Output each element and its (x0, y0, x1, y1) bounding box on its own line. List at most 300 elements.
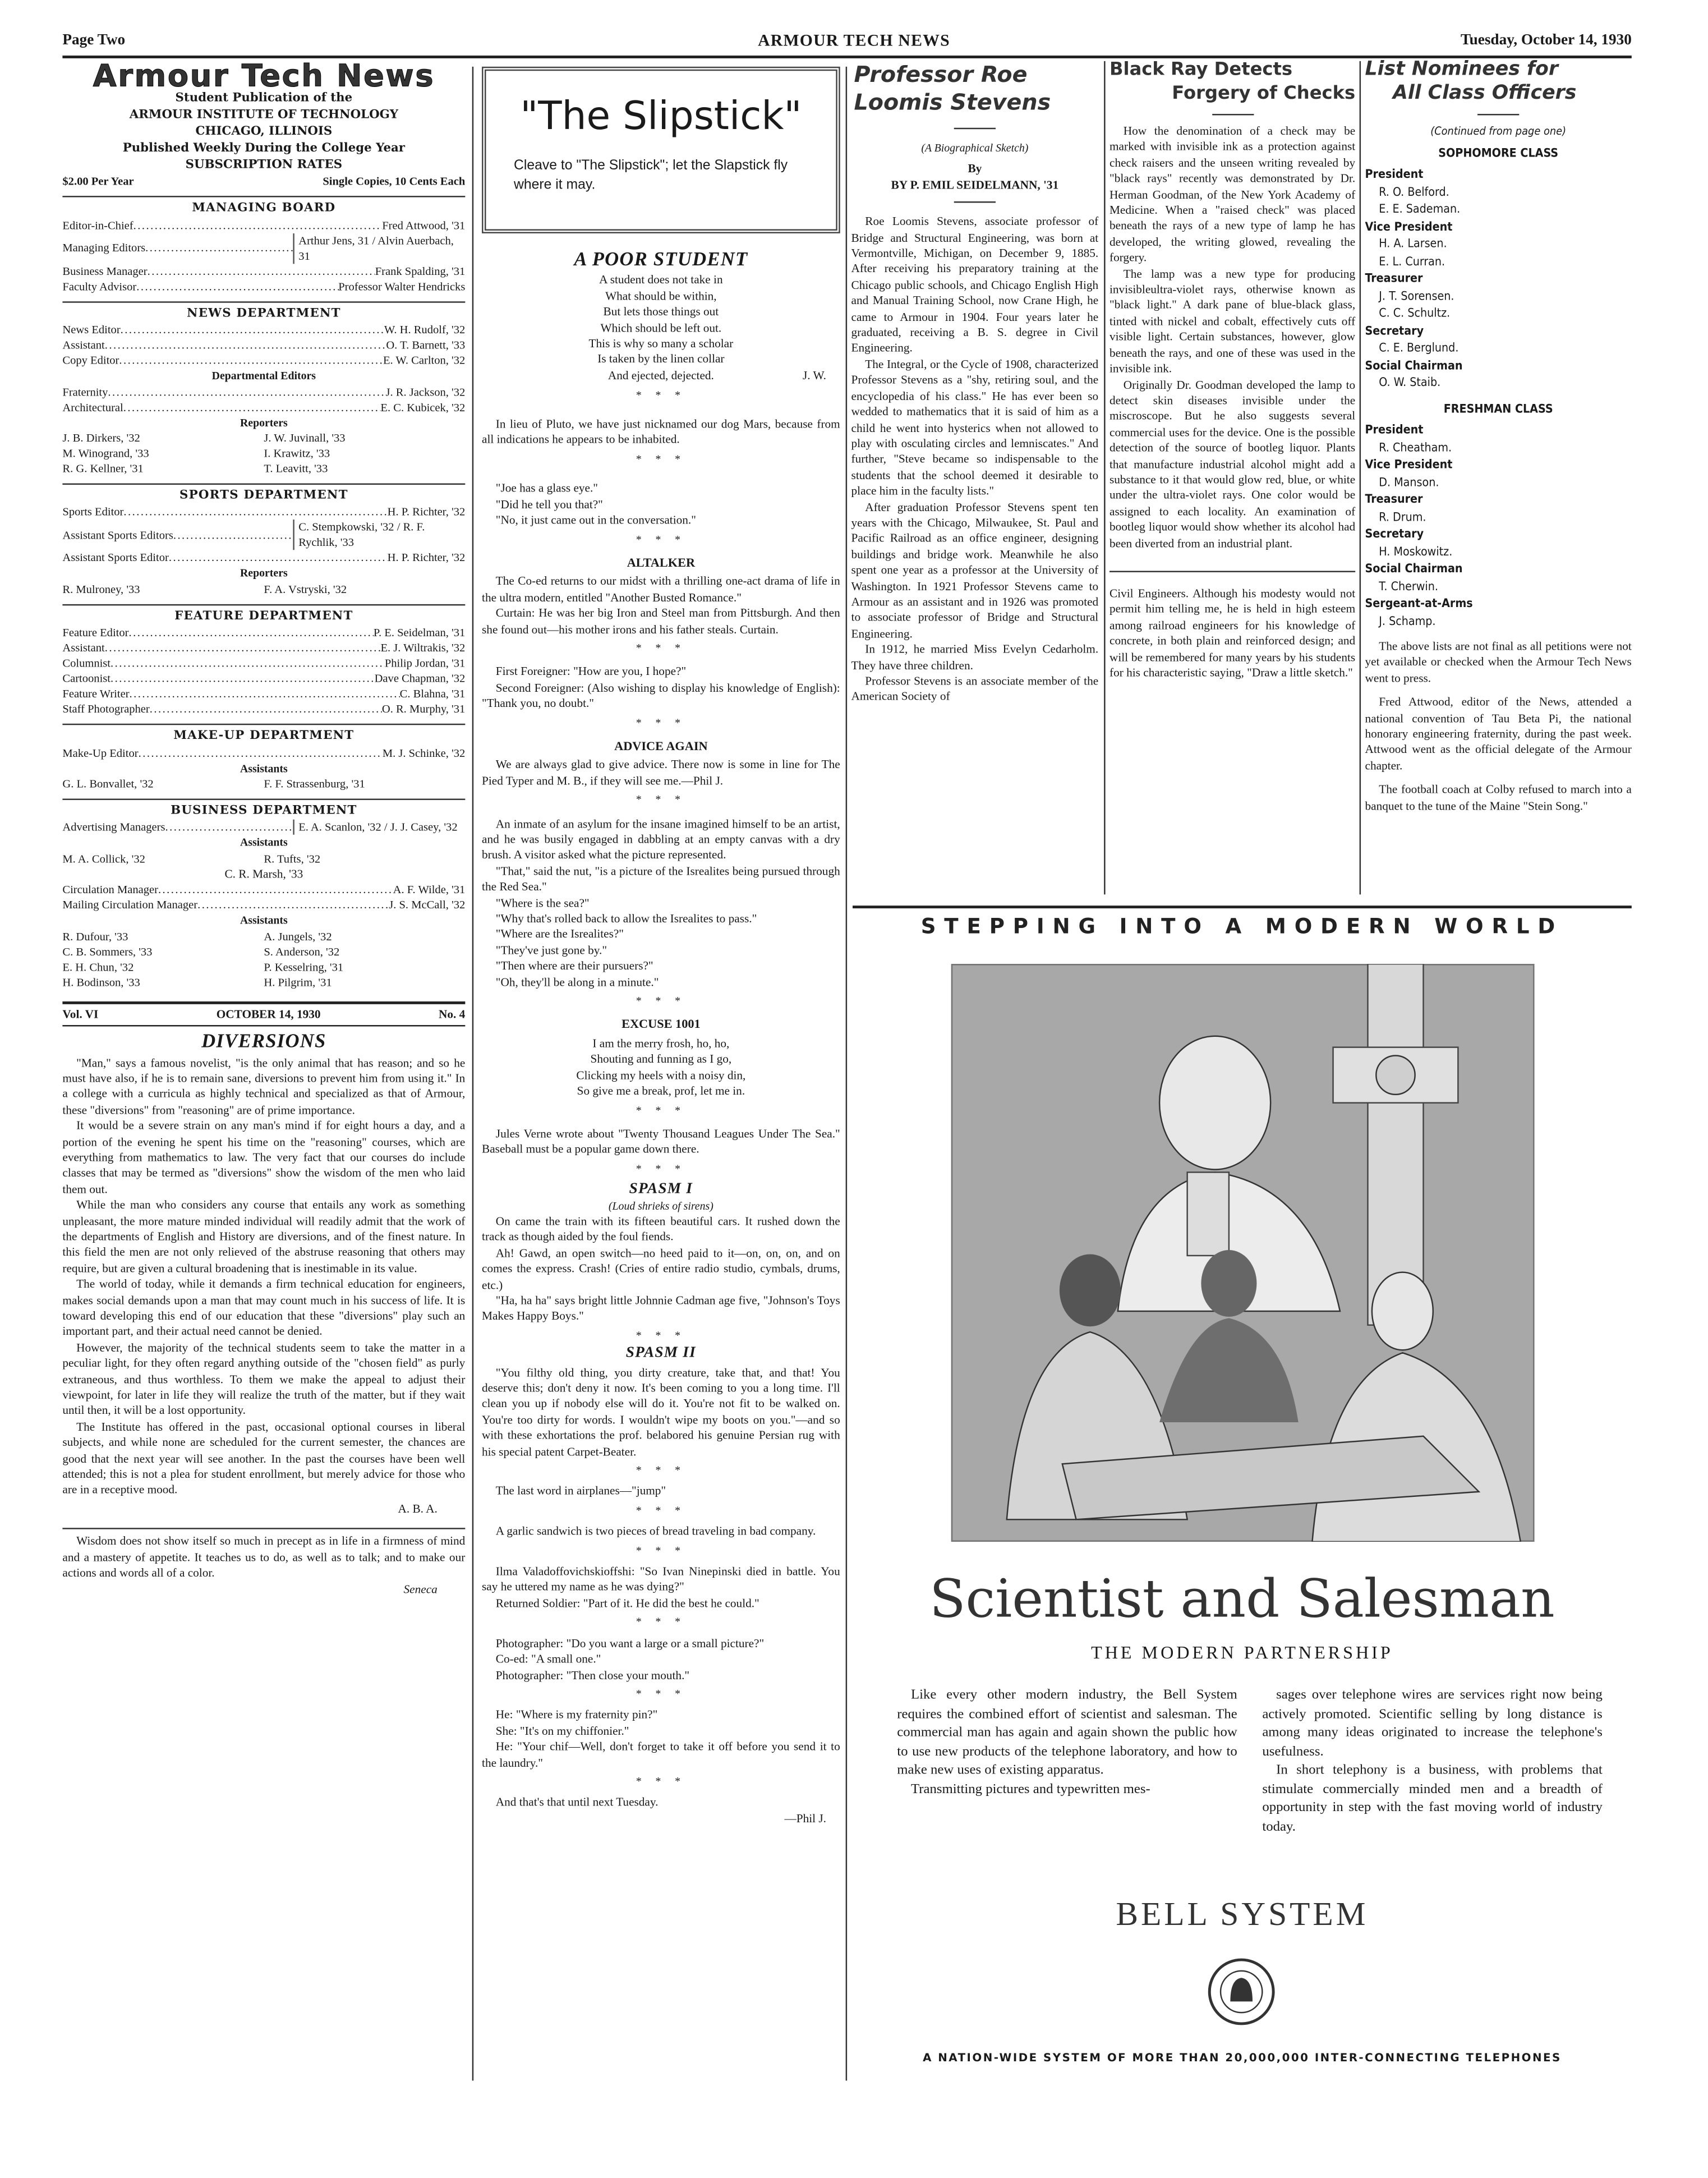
leader-dots (165, 820, 293, 835)
leader-dots (123, 505, 387, 520)
section-title: ADVICE AGAIN (614, 738, 708, 753)
poem-line: And ejected, dejected. (607, 367, 714, 382)
paragraph: He: "Where is my fraternity pin?" (495, 1707, 658, 1722)
staff-row (62, 505, 465, 520)
staff-name: M. Winogrand, '33 (62, 447, 149, 460)
issue-number: No. 4 (439, 1007, 466, 1021)
staff-name: R. Mulroney, '33 (62, 583, 140, 596)
paragraph: The Co-ed returns to our midst with a thrilling one-act drama of life in the ultra modern, entitled "Another Busted Romance." (482, 574, 840, 604)
leader-dots (111, 671, 375, 686)
staff-role: Advertising Managers (62, 821, 165, 834)
staff-role: Architectural (62, 401, 123, 413)
staff-name: C. Blahna, '31 (399, 688, 466, 701)
joke (482, 1635, 840, 1683)
paragraph: "Why that's rolled back to allow the Isrealites to pass." (495, 911, 757, 925)
staff-name: I. Krawitz, '33 (264, 447, 330, 460)
quote: Wisdom does not show itself so much in precept as in life in a firmness of mind and a mastery of appetite. It teaches us to do, as well as to talk; and to make our actions and words all of a color. (62, 1533, 466, 1579)
leader-dots (133, 218, 383, 233)
staff-name: E. C. Kubicek, '32 (380, 401, 466, 413)
separator: * * * (636, 1329, 686, 1341)
ad-paragraph: sages over telephone wires are services right now being actively promoted. Scientific selling by long distance is among many ideas originated to increase the telephone's usefulness. (1262, 1687, 1603, 1759)
staff-name: E. J. Wiltrakis, '32 (380, 642, 466, 655)
staff-role: Assistant (62, 642, 105, 655)
staff-name: T. Leavitt, '33 (264, 462, 328, 475)
office-label: President (1365, 168, 1424, 182)
sophomore-list (1365, 167, 1632, 392)
staff-row (62, 656, 465, 671)
title-line: Forgery of Checks (1172, 83, 1356, 104)
paragraph: After graduation Professor Stevens spent ten years with the Chicago, Milwaukee, St. Paul and Pacific Railroad as an office engineer, designing buildings and bridge work. Meanwhile he also spent one year as a professor at the University of Washington. In 1921 Professor Stevens came to Armour as an assistant and in 1926 was promoted to associate professor of Bridge and Structural Engineering. (851, 499, 1099, 640)
nominee-name: T. Cherwin. (1379, 580, 1438, 594)
joke (482, 1707, 840, 1771)
staff-subheading: Assistants (240, 914, 288, 927)
poem-line: Shouting and funning as I go, (590, 1051, 732, 1066)
poem (482, 273, 840, 384)
staff-names: C. Stempkowski, '32 / R. F. Rychlik, '33 (293, 520, 465, 550)
staff-pair (62, 431, 465, 446)
separator: * * * (636, 532, 686, 545)
ad-brand: BELL SYSTEM (1116, 1897, 1369, 1934)
staff-role: Feature Writer (62, 688, 130, 701)
leader-dots (136, 279, 338, 294)
nominee-name: E. L. Curran. (1379, 255, 1445, 269)
signature: J. W. (802, 368, 826, 383)
staff-row (62, 384, 465, 399)
joke (482, 481, 840, 529)
staff-name: J. B. Dirkers, '32 (62, 431, 140, 445)
staff-name: C. B. Sommers, '33 (62, 945, 153, 958)
office-label: Vice President (1365, 220, 1453, 235)
separator: * * * (636, 388, 686, 401)
leader-dots (150, 702, 382, 717)
staff-name: P. E. Seidelman, '31 (373, 627, 466, 640)
nominee-name: H. Moskowitz. (1379, 545, 1453, 559)
paragraph: Originally Dr. Goodman developed the lamp to detect skin diseases invisible under the miscroscope. But he also suggests several commercial uses for the device. One is the possible detection of the source of bootleg liquor. Plants that manufacture industrial alcohol might add a substance to it that would glow red, blue, or white under the ultra-violet rays. One color would be assigned to each locality. An examination of bootleg liquor would show whether its alcohol had been diverted from an industrial plant. (1109, 377, 1356, 550)
ad-headline: Scientist and Salesman (929, 1568, 1555, 1629)
ad-body-left (897, 1686, 1237, 1799)
staff-section-makeup (62, 724, 465, 792)
staff-name: Dave Chapman, '32 (374, 672, 466, 686)
masthead-line: CHICAGO, ILLINOIS (195, 125, 333, 140)
staff-row (62, 338, 465, 353)
ad-subhead: THE MODERN PARTNERSHIP (1091, 1642, 1393, 1663)
column-rule (1104, 61, 1105, 894)
paragraph: "Joe has a glass eye." (495, 481, 599, 495)
poem-line: What should be within, (605, 288, 717, 303)
staff-section-feature (62, 604, 465, 717)
joke (482, 1564, 840, 1612)
rate-single: Single Copies, 10 Cents Each (323, 175, 466, 189)
nominees-article (1365, 58, 1632, 814)
slipstick-column (482, 67, 840, 1827)
by: By (968, 162, 982, 176)
title-line: All Class Officers (1393, 82, 1577, 104)
section-title: SPASM I (629, 1180, 693, 1198)
section-title: SPASM II (625, 1344, 696, 1362)
leader-dots (173, 528, 293, 543)
paragraph: Fred Attwood, editor of the News, attended a national convention of Tau Beta Pi, the national honorary engineering fraternity, during the past week. Attwood went as the official delegate of the Armour chapter. (1365, 695, 1632, 773)
leader-dots (197, 898, 389, 913)
paragraph: Returned Soldier: "Part of it. He did the best he could." (495, 1596, 759, 1610)
staff-name: H. Bodinson, '33 (62, 976, 140, 989)
paragraph: Roe Loomis Stevens, associate professor of Bridge and Structural Engineering, was born at Vermontville, Michigan, on December 9, 1885. After receiving his preparatory training at the Chicago public schools, and Chicago English High and Manual Training School, now Crane High, he came to Armour in 1904. Four years later he graduated, receiving a B. S. degree in Civil Engineering. (851, 214, 1099, 355)
masthead-title: Armour Tech News (93, 59, 435, 95)
leader-dots (105, 338, 386, 353)
class-heading: SOPHOMORE CLASS (1438, 146, 1559, 160)
paragraph: We are always glad to give advice. There now is some in line for The Pied Typer and M. B., if they will see me.—Phil J. (482, 757, 840, 788)
paragraph: However, the majority of the technical students seem to take the matter in a peculiar light, for they often regard anything outside of the "chosen field" as purly extraneous, and thus worthless. To them we make the appeal to adjust their viewpoint, for later in life they will realize the truth of the matter, but if they wait until then, it will be a lost opportunity. (62, 1340, 466, 1418)
staff-name: Frank Spalding, '31 (375, 265, 466, 278)
staff-subheading: Assistants (240, 837, 288, 849)
nominee-name: J. T. Sorensen. (1379, 290, 1454, 304)
paragraph: The last word in airplanes—"jump" (495, 1484, 666, 1498)
ad-body-right (1262, 1686, 1603, 1836)
staff-name: R. Tufts, '32 (264, 852, 321, 865)
diversions-title: DIVERSIONS (201, 1032, 326, 1053)
paragraph: Jules Verne wrote about "Twenty Thousand Leagues Under The Sea." Baseball must be a popular game down there. (482, 1126, 840, 1156)
staff-name: W. H. Rudolf, '32 (384, 324, 466, 337)
staff-name: O. T. Barnett, '33 (386, 339, 466, 352)
staff-name: A. Jungels, '32 (264, 930, 332, 943)
staff-pair (62, 582, 465, 597)
staff-subheading: Assistants (240, 762, 288, 775)
poem-line: So give me a break, prof, let me in. (577, 1083, 745, 1097)
staff-role: Assistant Sports Editor (62, 552, 169, 565)
staff-row (62, 279, 465, 294)
staff-name: H. P. Richter, '32 (387, 552, 466, 565)
office-label: Sergeant-at-Arms (1365, 597, 1473, 612)
office-label: Secretary (1365, 527, 1424, 542)
staff-row (62, 353, 465, 368)
leader-dots (145, 241, 293, 256)
staff-heading: BUSINESS DEPARTMENT (171, 804, 357, 819)
staff-name: P. Kesselring, '31 (264, 961, 344, 973)
staff-name: E. W. Carlton, '32 (383, 354, 466, 367)
stevens-article (851, 61, 1099, 705)
staff-section-sports (62, 484, 465, 598)
office-label: Social Chairman (1365, 562, 1463, 577)
staff-role: Cartoonist (62, 672, 111, 686)
paragraph: The football coach at Colby refused to march into a banquet to the tune of the Maine "Stein Song." (1365, 782, 1632, 812)
nominee-name: R. Drum. (1379, 510, 1426, 525)
poem-line: A student does not take in (599, 273, 723, 287)
staff-heading: NEWS DEPARTMENT (187, 306, 341, 321)
nominee-name: R. O. Belford. (1379, 185, 1449, 200)
section-title: EXCUSE 1001 (621, 1017, 701, 1032)
staff-heading: MAKE-UP DEPARTMENT (173, 729, 355, 744)
office-label: Vice President (1365, 458, 1453, 472)
subtitle: (Loud shrieks of sirens) (608, 1199, 713, 1212)
staff-role: Editor-in-Chief (62, 219, 133, 232)
poem-line: Is taken by the linen collar (597, 352, 725, 366)
separator: * * * (636, 716, 686, 729)
leader-dots (130, 687, 400, 702)
staff-pair (62, 959, 465, 975)
staff-section-managing (62, 196, 465, 294)
staff-role: Assistant (62, 339, 105, 352)
poem-line: Clicking my heels with a noisy din, (576, 1067, 746, 1082)
paragraph: "Then where are their pursuers?" (495, 958, 653, 973)
paragraph: "Where is the sea?" (495, 895, 590, 909)
joke (482, 664, 840, 712)
joke (482, 816, 840, 991)
poem-line: I am the merry frosh, ho, ho, (592, 1036, 730, 1050)
staff-heading: FEATURE DEPARTMENT (174, 609, 353, 624)
staff-name: F. F. Strassenburg, '31 (264, 778, 365, 791)
staff-row (62, 883, 465, 898)
staff-pair (62, 975, 465, 990)
paragraph: The world of today, while it demands a firm technical education for engineers, makes social demands upon a man that may count much in his success of life. It is toward developing this end of our education that these "diversions" play such an important part, and their actual need cannot be denied. (62, 1276, 466, 1339)
separator: * * * (636, 1544, 686, 1557)
nominee-name: C. E. Berglund. (1379, 341, 1459, 356)
staff-name: R. Dufour, '33 (62, 930, 128, 943)
paragraph: Photographer: "Then close your mouth." (495, 1667, 690, 1681)
signature: —Phil J. (784, 1811, 826, 1825)
staff-name: Fred Attwood, '31 (382, 219, 466, 232)
staff-row (62, 626, 465, 641)
paragraph: A garlic sandwich is two pieces of bread traveling in bad company. (495, 1524, 816, 1538)
staff-name: Professor Walter Hendricks (338, 280, 466, 293)
bell-logo-icon (1207, 1957, 1276, 2027)
paragraph: "Ha, ha ha" says bright little Johnnie Cadman age five, "Johnson's Toys Makes Happy Boys." (482, 1293, 840, 1323)
staff-row (62, 687, 465, 702)
staff-row (62, 323, 465, 338)
article-title (1365, 58, 1632, 105)
staff-row (62, 264, 465, 279)
staff-names: Arthur Jens, 31 / Alvin Auerbach, 31 (293, 233, 465, 263)
title-line: Black Ray Detects (1109, 59, 1293, 81)
paragraph: "Did he tell you that?" (495, 497, 603, 511)
staff-name: M. A. Collick, '32 (62, 852, 145, 865)
leader-dots (123, 399, 381, 415)
paragraph: An inmate of an asylum for the insane imagined himself to be an artist, and he was busily engaged in dabbling at an empty canvas with a dry brush. A visitor asked what the picture represented. (482, 816, 840, 862)
staff-role: Staff Photographer (62, 703, 150, 716)
staff-heading: MANAGING BOARD (192, 201, 336, 216)
article-title (1109, 58, 1355, 105)
leader-dots (169, 550, 388, 566)
staff-name: J. S. McCall, '32 (389, 899, 466, 912)
staff-role: News Editor (62, 324, 121, 337)
poem-line: Which should be left out. (600, 320, 722, 334)
ad-paragraph: Transmitting pictures and typewritten mes- (910, 1781, 1150, 1797)
staff-subheading: Departmental Editors (211, 370, 316, 383)
scientist-salesman-illustration (951, 964, 1535, 1542)
paragraph: Professor Stevens is an associate member of the American Society of (851, 673, 1099, 704)
separator: * * * (636, 452, 686, 466)
staff-row (62, 550, 465, 566)
joke (482, 1214, 840, 1325)
nominee-name: D. Manson. (1379, 475, 1439, 490)
staff-name: M. J. Schinke, '32 (382, 747, 466, 760)
separator: * * * (636, 793, 686, 806)
staff-role: Circulation Manager (62, 884, 158, 897)
staff-subheading: Reporters (240, 416, 288, 429)
nominees-notes (1365, 639, 1632, 814)
paragraph: Photographer: "Do you want a large or a small picture?" (495, 1635, 765, 1650)
paragraph: How the denomination of a check may be marked with invisible ink as a protection against check raisers and the unseen writing revealed by "black rays" recently was demonstrated by Dr. Herman Goodman, of the New York Academy of Medicine. When a "raised check" was placed beneath the rays of a new type of lamp he has developed, the writing glowed, revealing the forgery. (1109, 123, 1356, 264)
paragraph: The Institute has offered in the past, occasional optional courses in liberal subjects, and while none are scheduled for the current semester, the chances are good that the next year will see another. In the past the courses have been well attended; this is not a plea for student enrollment, but merely advice for those who are in a receptive mood. (62, 1419, 466, 1497)
nominee-name: E. E. Sademan. (1379, 203, 1461, 217)
staff-subheading: Reporters (240, 567, 288, 580)
byline: BY P. EMIL SEIDELMANN, '31 (891, 177, 1059, 192)
paragraph: The above lists are not final as all petitions were not yet available or checked when the Armour Tech News went to press. (1365, 638, 1632, 685)
paragraph: In 1912, he married Miss Evelyn Cedarholm. They have three children. (851, 642, 1099, 672)
diversions-body (62, 1055, 465, 1499)
paragraph: "You filthy old thing, you dirty creature, take that, and that! You deserve this; don't deny it now. It's been coming to you a long time. I'll clean you up if nobody else will do it. You're not fit to be walked on. You're too dirty for words. I wouldn't wipe my boots on you."—and so with these exhortations the prof. belabored his genuine Persian rug with his special patent Carpet-Beater. (482, 1364, 840, 1458)
nominee-name: H. A. Larsen. (1379, 237, 1447, 252)
bell-system-ad (853, 906, 1632, 2086)
staff-box (62, 196, 465, 990)
staff-pair (62, 446, 465, 461)
rate-year: $2.00 Per Year (62, 175, 134, 189)
slipstick-box (482, 67, 840, 233)
office-label: President (1365, 424, 1424, 438)
staff-heading: SPORTS DEPARTMENT (179, 489, 348, 503)
poem-line: This is why so many a scholar (588, 336, 734, 350)
staff-row (62, 671, 465, 686)
staff-role: Faculty Advisor (62, 280, 137, 293)
continued-note: (Continued from page one) (1430, 125, 1567, 138)
paragraph: Ah! Gawd, an open switch—no heed paid to it—on, on, on, and on comes the express. Crash! (Cries of entire radio studio, cymbals, drums, etc.) (482, 1245, 840, 1292)
article-body (851, 214, 1099, 705)
title-line: List Nominees for (1365, 58, 1558, 81)
staff-name: C. R. Marsh, '33 (224, 866, 303, 881)
paragraph: While the man who considers any course that entails any work as something unpleasant, the more mature minded individual will readily admit that the work of the departments of English and History are diversions, and of the finest nature. In this field the men are not only relieved of the abstruse reasoning that others may require, but are given a cultural broadening that is inestimable in its value. (62, 1197, 466, 1275)
nominee-name: J. Schamp. (1379, 614, 1436, 629)
ad-paragraph: In short telephony is a business, with problems that stimulate commercially minded men and a breadth of opportunity in step with the fast moving world of industry today. (1262, 1762, 1603, 1835)
column-rule (846, 67, 847, 2081)
quote-author: Seneca (403, 1581, 438, 1596)
staff-row (62, 746, 465, 761)
separator: * * * (636, 1162, 686, 1175)
ad-banner: STEPPING INTO A MODERN WORLD (920, 913, 1564, 939)
signature: A. B. A. (398, 1501, 438, 1515)
staff-row (62, 898, 465, 913)
staff-role: Assistant Sports Editors (62, 529, 173, 542)
nominee-name: R. Cheatham. (1379, 441, 1452, 455)
volume-line (62, 1001, 465, 1027)
masthead-line: SUBSCRIPTION RATES (185, 159, 343, 173)
paragraph: "No, it just came out in the conversation." (495, 512, 696, 527)
separator: * * * (636, 641, 686, 654)
ad-paragraph: Like every other modern industry, the Bell System requires the combined effort of scientist and salesman. The commercial man has again and again shown the public how to use new products of the telephone laboratory, and how to make new uses of existing apparatus. (897, 1687, 1237, 1778)
leader-dots (158, 883, 393, 898)
article-title: Professor Roe Loomis Stevens (854, 61, 1051, 116)
paragraph: "They've just gone by." (495, 943, 607, 957)
staff-row (62, 399, 465, 415)
poor-student-title: A POOR STUDENT (574, 250, 748, 271)
article-body (1109, 123, 1355, 551)
paragraph: On came the train with its fifteen beautiful cars. It rushed down the track as though aided by the foul fiends. (482, 1214, 840, 1244)
masthead-line: Student Publication of the (175, 92, 353, 107)
paragraph: And that's that until next Tuesday. (495, 1795, 659, 1809)
page-number: Page Two (62, 31, 126, 49)
staff-role: Fraternity (62, 385, 108, 398)
staff-row (62, 233, 465, 263)
staff-name: Philip Jordan, '31 (384, 657, 466, 670)
staff-pair (62, 461, 465, 476)
paragraph: First Foreigner: "How are you, I hope?" (495, 664, 687, 678)
paragraph: The lamp was a new type for producing invisibleultra-violet rays, otherwise known as "black light." A dark pane of blue-black glass, tinted with nickel and cobalt, effectively cuts off visible light. Certain substances, however, glow beneath the rays, and one of these was used in the invisible ink. (1109, 266, 1356, 375)
staff-pair (62, 929, 465, 944)
staff-role: Make-Up Editor (62, 747, 139, 760)
staff-role: Managing Editors (62, 242, 146, 255)
paragraph: He: "Your chif—Well, don't forget to take it off before you send it to the laundry." (482, 1739, 840, 1769)
staff-name: J. R. Jackson, '32 (385, 385, 466, 398)
stevens-continued: Civil Engineers. Although his modesty would not permit him telling me, he is held in high esteem among railroad engineers for his knowledge of concrete, in both plain and reinforced design; and will be remembered for many years by his students for his characteristic saying, "Draw a little sketch." (1109, 586, 1356, 679)
staff-section-business (62, 799, 465, 990)
paragraph: It would be a severe strain on any man's mind if for eight hours a day, and a portion of the evening he spent his time on the "reasoning" courses, which are everything from mathematics to law. The very fact that our courses do include classes that may be termed as "diversions" show the wisdom of the men who laid them out. (62, 1118, 466, 1196)
staff-name: J. W. Juvinall, '33 (264, 431, 346, 445)
staff-role: Copy Editor (62, 354, 119, 367)
staff-name: O. R. Murphy, '31 (381, 703, 466, 716)
leader-dots (108, 384, 385, 399)
poem-line: But lets those things out (603, 304, 719, 319)
staff-name: H. P. Richter, '32 (387, 506, 466, 519)
staff-row (62, 520, 465, 550)
separator: * * * (636, 1775, 686, 1788)
paragraph: Curtain: He was her big Iron and Steel man from Pittsburgh. And then she found out—his mother irons and his father steals. Curtain. (482, 605, 840, 636)
staff-pair (62, 944, 465, 959)
paragraph: "Oh, they'll be along in a minute." (495, 975, 659, 989)
ad-footer: A NATION-WIDE SYSTEM OF MORE THAN 20,000,000 INTER-CONNECTING TELEPHONES (923, 2051, 1562, 2064)
class-heading: FRESHMAN CLASS (1443, 402, 1553, 416)
staff-name: H. Pilgrim, '31 (264, 976, 332, 989)
separator: * * * (636, 1687, 686, 1700)
paragraph: She: "It's on my chiffonier." (495, 1723, 629, 1738)
black-ray-article (1109, 58, 1355, 681)
staff-pair (62, 776, 465, 792)
section-title: ALTALKER (627, 555, 696, 569)
masthead-line: Published Weekly During the College Year (122, 142, 406, 157)
leader-dots (148, 264, 375, 279)
leader-dots (119, 353, 383, 368)
office-label: Treasurer (1365, 493, 1423, 507)
column-rule (472, 67, 473, 2081)
staff-row (62, 218, 465, 233)
masthead-column (62, 59, 466, 1597)
staff-name: E. H. Chun, '32 (62, 961, 134, 973)
separator: * * * (636, 1464, 686, 1477)
paragraph: In lieu of Pluto, we have just nicknamed our dog Mars, because from all indications he appears to be inhabited. (482, 416, 840, 447)
paragraph: "Where are the Isrealites?" (495, 927, 624, 941)
staff-name: A. F. Wilde, '31 (393, 884, 466, 897)
staff-role: Sports Editor (62, 506, 124, 519)
joke (482, 574, 840, 637)
office-label: Treasurer (1365, 272, 1423, 286)
paragraph: "That," said the nut, "is a picture of the Isrealites being pursued through the Red Sea." (482, 863, 840, 894)
staff-name: S. Anderson, '32 (264, 945, 340, 958)
separator: * * * (636, 1103, 686, 1116)
staff-names: E. A. Scanlon, '32 / J. J. Casey, '32 (293, 820, 465, 835)
staff-role: Feature Editor (62, 627, 129, 640)
staff-name: R. G. Kellner, '31 (62, 462, 144, 475)
issue-date: Tuesday, October 14, 1930 (1460, 31, 1632, 49)
freshman-list (1365, 422, 1632, 631)
leader-dots (139, 746, 383, 761)
staff-role: Mailing Circulation Manager (62, 899, 198, 912)
staff-row (62, 820, 465, 835)
staff-row (62, 641, 465, 656)
subtitle: (A Biographical Sketch) (921, 141, 1029, 154)
paragraph: Second Foreigner: (Also wishing to display his knowledge of English): "Thank you, no doubt." (482, 680, 840, 710)
separator: * * * (636, 1504, 686, 1517)
staff-role: Business Manager (62, 265, 148, 278)
staff-row (62, 702, 465, 717)
leader-dots (121, 323, 384, 338)
volume: Vol. VI (62, 1007, 99, 1021)
staff-section-news (62, 301, 465, 476)
